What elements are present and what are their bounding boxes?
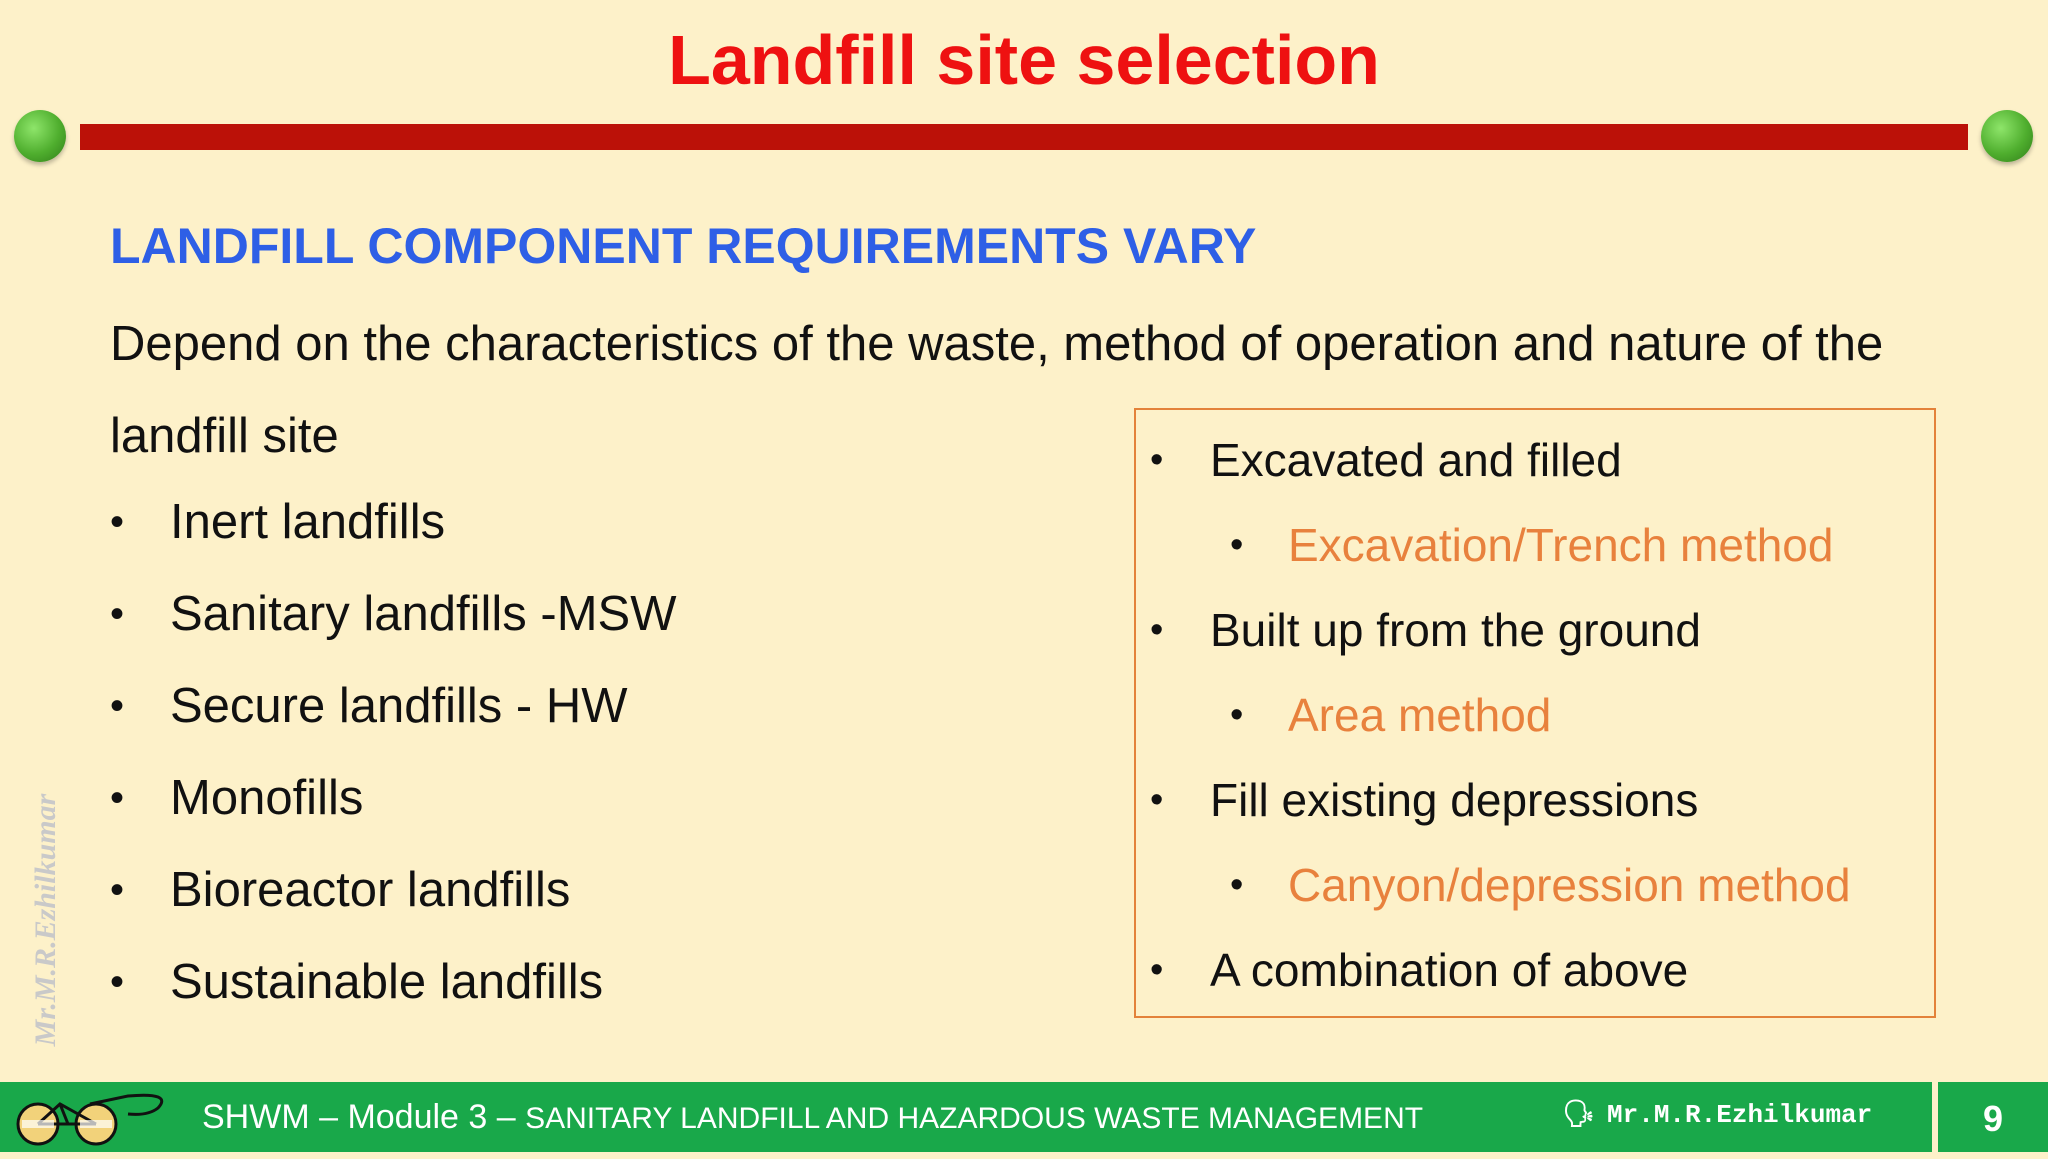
- list-item: [110, 660, 676, 752]
- bullet-icon: •: [110, 868, 125, 912]
- watermark-text: Mr.M.R.Ezhilkumar: [29, 793, 62, 1047]
- bullet-icon: •: [110, 592, 125, 636]
- title-divider: [80, 124, 1968, 150]
- bullet-icon: •: [1150, 609, 1164, 651]
- method-item-text: Built up from the ground: [1210, 604, 1701, 656]
- bullet-icon: •: [110, 776, 125, 820]
- method-item-text: A combination of above: [1210, 944, 1689, 996]
- list-item-text: Bioreactor landfills: [170, 863, 571, 917]
- method-item-text: Canyon/depression method: [1288, 859, 1851, 911]
- list-item-text: Sanitary landfills -MSW: [170, 587, 677, 641]
- bullet-icon: •: [1230, 694, 1244, 736]
- author-watermark: [16, 760, 76, 1080]
- slide-title: Landfill site selection: [668, 21, 1380, 99]
- method-item-text: Excavation/Trench method: [1288, 519, 1834, 571]
- bicycle-logo-icon: [8, 1090, 178, 1146]
- list-item: [110, 844, 676, 936]
- footer-module-title: SANITARY LANDFILL AND HAZARDOUS WASTE MANAGEMENT: [525, 1102, 1424, 1135]
- intro-paragraph: Depend on the characteristics of the waste, method of operation and nature of the landfill site: [110, 317, 1884, 463]
- list-item-text: Monofills: [170, 771, 364, 825]
- footer-module-text: [202, 1082, 1423, 1152]
- list-item: [110, 936, 676, 1028]
- method-item-text: Fill existing depressions: [1210, 774, 1699, 826]
- green-dot-left-icon: [14, 110, 66, 162]
- list-item-text: Inert landfills: [170, 495, 446, 549]
- section-heading: LANDFILL COMPONENT REQUIREMENTS VARY: [110, 218, 1257, 274]
- list-item-text: Sustainable landfills: [170, 955, 604, 1009]
- landfill-types-list: [110, 476, 676, 1028]
- list-item-text: Secure landfills - HW: [170, 679, 628, 733]
- bullet-icon: •: [1230, 864, 1244, 906]
- method-item-text: Excavated and filled: [1210, 434, 1622, 486]
- methods-box: [1134, 408, 1936, 1018]
- list-item: [110, 568, 676, 660]
- green-dot-right-icon: [1981, 110, 2033, 162]
- bullet-icon: •: [1230, 524, 1244, 566]
- footer-module-prefix: SHWM – Module 3 –: [202, 1098, 526, 1136]
- list-item: [110, 476, 676, 568]
- footer-bar: [0, 1082, 1932, 1152]
- bullet-icon: •: [110, 960, 125, 1004]
- footer-author: [1562, 1082, 1872, 1146]
- speaker-head-icon: 🗣: [1562, 1099, 1596, 1129]
- bullet-icon: •: [110, 684, 125, 728]
- bullet-icon: •: [1150, 439, 1164, 481]
- footer-author-name: Mr.M.R.Ezhilkumar: [1607, 1100, 1873, 1130]
- bullet-icon: •: [110, 500, 125, 544]
- bullet-icon: •: [1150, 949, 1164, 991]
- bullet-icon: •: [1150, 779, 1164, 821]
- list-item: [110, 752, 676, 844]
- method-item-text: Area method: [1288, 689, 1552, 741]
- page-number: 9: [1938, 1082, 2048, 1152]
